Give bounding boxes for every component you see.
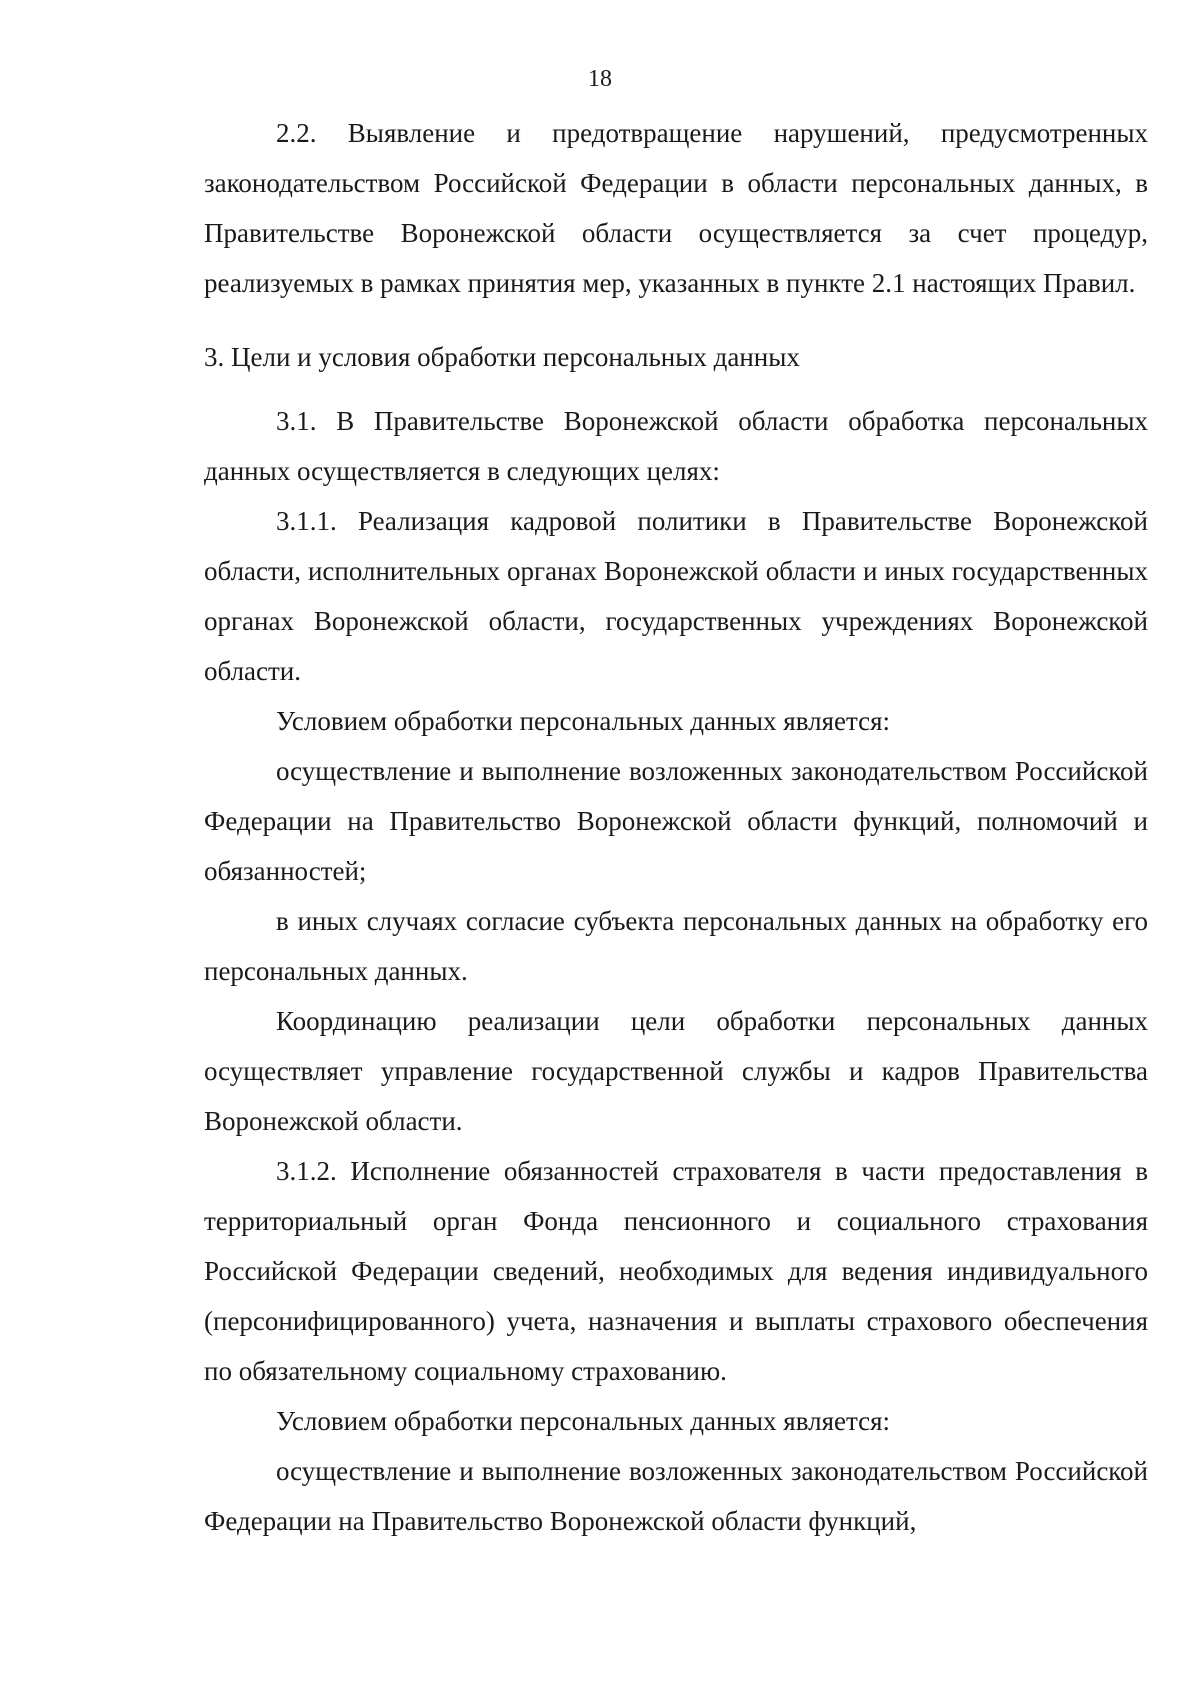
paragraph-execution-2: осуществление и выполнение возложенных законодательством Российской Федерации на Правительство Воронежской области функций, bbox=[204, 1456, 1148, 1536]
paragraph-consent-1: в иных случаях согласие субъекта персональных данных на обработку его персональных данных. bbox=[204, 906, 1148, 986]
paragraph-3-1-1: 3.1.1. Реализация кадровой политики в Правительстве Воронежской области, исполнительных органах Воронежской области и иных государственных органах Воронежской области, государственных учреждениях Воронежской области. bbox=[204, 506, 1148, 686]
paragraph-condition-1: Условием обработки персональных данных является: bbox=[276, 706, 891, 736]
paragraph-execution-1: осуществление и выполнение возложенных законодательством Российской Федерации на Правительство Воронежской области функций, полномочий и обязанностей; bbox=[204, 756, 1148, 886]
document-body bbox=[204, 108, 1148, 1546]
paragraph-3-1: 3.1. В Правительстве Воронежской области обработка персональных данных осуществляется в следующих целях: bbox=[204, 406, 1148, 486]
paragraph-3-1-2: 3.1.2. Исполнение обязанностей страхователя в части предоставления в территориальный орган Фонда пенсионного и социального страхования Российской Федерации сведений, необходимых для ведения индивидуального (персонифицированного) учета, назначения и выплаты страхового обеспечения по обязательному социальному страхованию. bbox=[204, 1156, 1148, 1386]
section-heading-3: 3. Цели и условия обработки персональных данных bbox=[204, 342, 800, 372]
paragraph-2-2: 2.2. Выявление и предотвращение нарушений, предусмотренных законодательством Российской Федерации в области персональных данных, в Правительстве Воронежской области осуществляется за счет процедур, реализуемых в рамках принятия мер, указанных в пункте 2.1 настоящих Правил. bbox=[204, 118, 1148, 298]
paragraph-coordination: Координацию реализации цели обработки персональных данных осуществляет управление государственной службы и кадров Правительства Воронежской области. bbox=[204, 1006, 1148, 1136]
paragraph-condition-2: Условием обработки персональных данных является: bbox=[276, 1406, 891, 1436]
page-number: 18 bbox=[588, 66, 612, 92]
